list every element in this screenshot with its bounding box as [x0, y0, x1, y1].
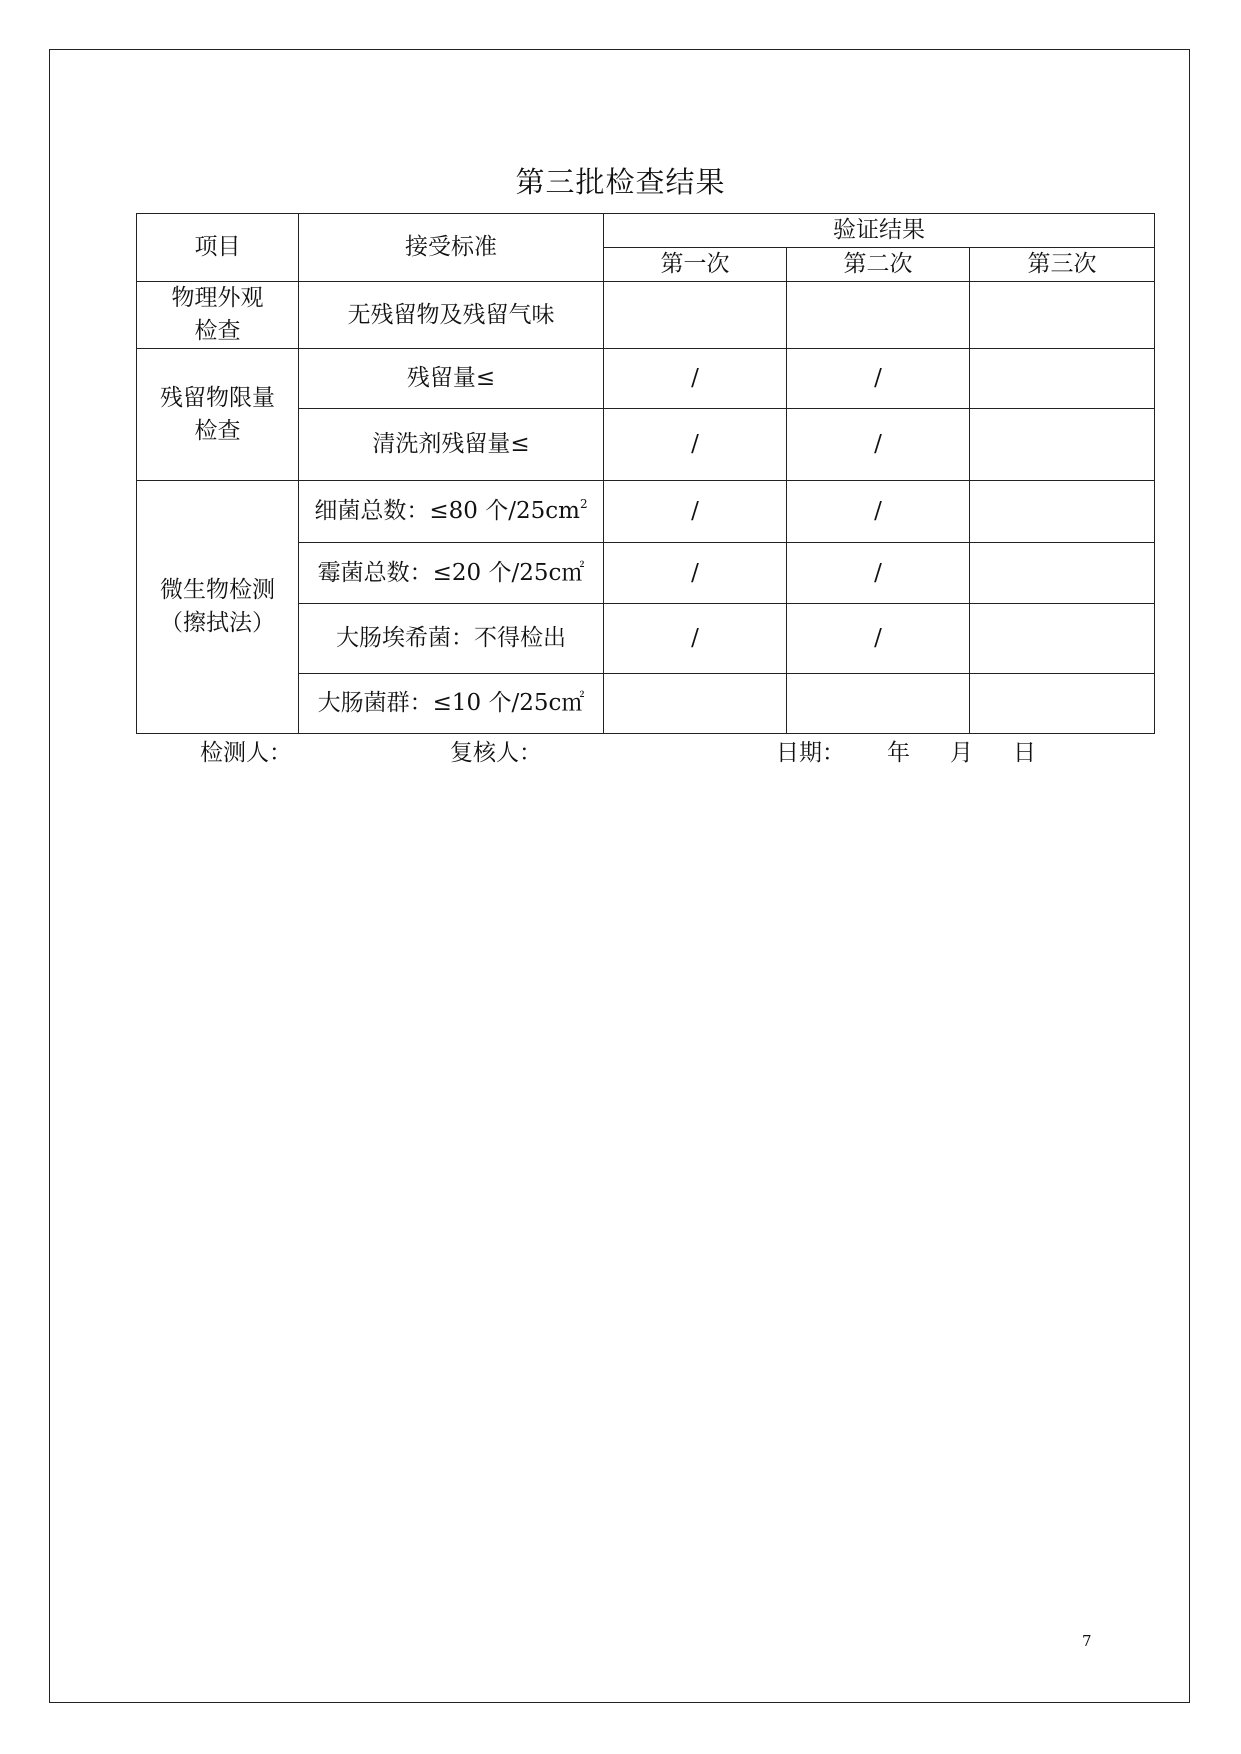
item-line: 检查 — [194, 318, 241, 344]
item-line: 微生物检测 — [160, 577, 275, 603]
standard-cell: 无残留物及残留气味 — [299, 282, 604, 349]
item-line: 物理外观 — [171, 285, 264, 311]
result-third — [970, 674, 1155, 734]
header-verification: 验证结果 — [604, 214, 1155, 248]
result-first — [604, 674, 787, 734]
header-first: 第一次 — [604, 248, 787, 282]
result-first: / — [604, 349, 787, 409]
inspector-label: 检测人： — [200, 740, 292, 766]
result-third — [970, 282, 1155, 349]
result-first: / — [604, 604, 787, 674]
result-second: / — [787, 543, 970, 604]
result-second — [787, 674, 970, 734]
result-third — [970, 349, 1155, 409]
result-first — [604, 282, 787, 349]
month-label: 月 — [950, 740, 973, 766]
standard-cell: 残留量≤ — [299, 349, 604, 409]
year-label: 年 — [887, 740, 910, 766]
table-row — [137, 481, 1155, 543]
result-second — [787, 282, 970, 349]
result-third — [970, 604, 1155, 674]
item-cell — [137, 349, 299, 481]
standard-cell: 大肠埃希菌：不得检出 — [299, 604, 604, 674]
reviewer-label: 复核人： — [450, 740, 542, 766]
standard-cell: 清洗剂残留量≤ — [299, 409, 604, 481]
header-third: 第三次 — [970, 248, 1155, 282]
result-third — [970, 481, 1155, 543]
result-second: / — [787, 604, 970, 674]
table-row — [137, 349, 1155, 409]
standard-cell: 大肠菌群：≤10 个/25c㎡ — [299, 674, 604, 734]
result-second: / — [787, 481, 970, 543]
item-cell — [137, 481, 299, 734]
table-row — [137, 282, 1155, 349]
result-first: / — [604, 409, 787, 481]
results-table — [136, 213, 1155, 734]
item-line: 残留物限量 — [160, 384, 275, 411]
item-line: （擦拭法） — [160, 610, 275, 636]
standard-cell: 霉菌总数：≤20 个/25c㎡ — [299, 543, 604, 604]
date-label: 日期： — [776, 740, 845, 766]
result-third — [970, 543, 1155, 604]
result-third — [970, 409, 1155, 481]
page-number: 7 — [1082, 1632, 1092, 1650]
superscript: 2 — [579, 497, 588, 511]
result-first: / — [604, 543, 787, 604]
page-title: 第三批检查结果 — [515, 165, 726, 199]
header-standard: 接受标准 — [299, 214, 604, 282]
result-second: / — [787, 409, 970, 481]
item-cell — [137, 282, 299, 349]
standard-text: 细菌总数：≤80 个/25cm — [314, 498, 580, 524]
result-first: / — [604, 481, 787, 543]
header-item: 项目 — [137, 214, 299, 282]
result-second: / — [787, 349, 970, 409]
item-line: 检查 — [194, 417, 241, 444]
standard-cell — [299, 481, 604, 543]
day-label: 日 — [1013, 740, 1036, 766]
header-second: 第二次 — [787, 248, 970, 282]
